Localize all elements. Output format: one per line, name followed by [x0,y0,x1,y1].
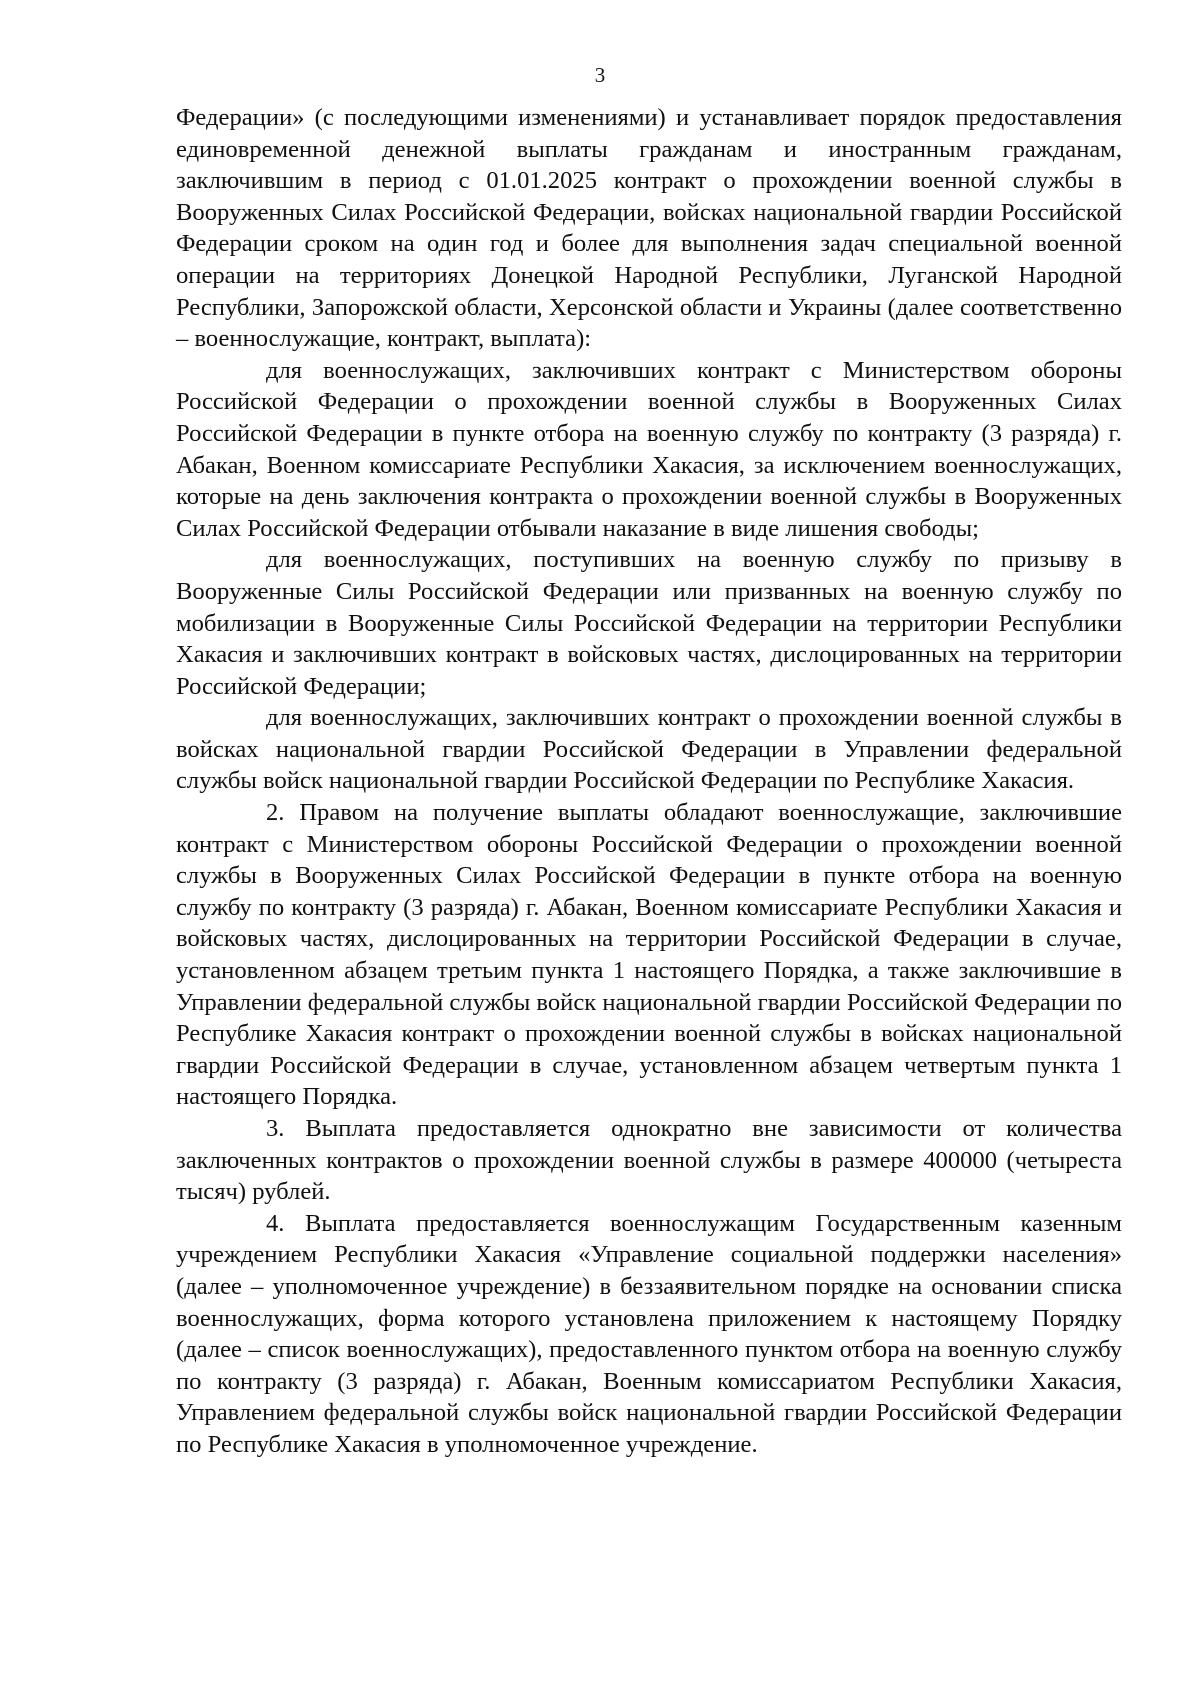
paragraph-conscripts-mobilized: для военнослужащих, поступивших на военную службу по призыву в Вооруженные Силы Российской Федерации или призванных на военную службу по мобилизации в Вооруженные Силы Российской Федерации на территории Республики Хакасия и заключивших контракт в войсковых частях, дислоцированных на территории Российской Федерации; [176,546,1122,700]
page-number: 3 [594,63,606,87]
paragraph-item-2-eligibility: 2. Правом на получение выплаты обладают военнослужащие, заключившие контракт с Министерством обороны Российской Федерации о прохождении военной службы в Вооруженных Силах Российской Федерации в пункте отбора на военную службу по контракту (3 разряда) г. Абакан, Военном комиссариате Республики Хакасия и войсковых частях, дислоцированных на территории Российской Федерации в случае, установленном абзацем третьим пункта 1 настоящего Порядка, а также заключившие в Управлении федеральной службы войск национальной гвардии Российской Федерации по Республике Хакасия контракт о прохождении военной службы в войсках национальной гвардии Российской Федерации в случае, установленном абзацем четвертым пункта 1 настоящего Порядка. [176,799,1122,1111]
paragraph-mod-servicemen: для военнослужащих, заключивших контракт с Министерством обороны Российской Федерации о прохождении военной службы в Вооруженных Силах Российской Федерации в пункте отбора на военную службу по контракту (3 разряда) г. Абакан, Военном комиссариате Республики Хакасия, за исключением военнослужащих, которые на день заключения контракта о прохождении военной службы в Вооруженных Силах Российской Федерации отбывали наказание в виде лишения свободы; [176,356,1122,542]
paragraph-national-guard: для военнослужащих, заключивших контракт о прохождении военной службы в войсках национальной гвардии Российской Федерации в Управлении федеральной службы войск национальной гвардии Российской Федерации по Республике Хакасия. [176,704,1122,795]
paragraph-intro-continuation: Федерации» (с последующими изменениями) и устанавливает порядок предоставления единовременной денежной выплаты гражданам и иностранным гражданам, заключившим в период с 01.01.2025 контракт о прохождении военной службы в Вооруженных Силах Российской Федерации, войсках национальной гвардии Российской Федерации сроком на один год и более для выполнения задач специальной военной операции на территориях Донецкой Народной Республики, Луганской Народной Республики, Запорожской области, Херсонской области и Украины (далее соответственно – военнослужащие, контракт, выплата): [176,104,1122,353]
paragraph-item-4-procedure: 4. Выплата предоставляется военнослужащим Государственным казенным учреждением Республики Хакасия «Управление социальной поддержки населения» (далее – уполномоченное учреждение) в беззаявительном порядке на основании списка военнослужащих, форма которого установлена приложением к настоящему Порядку (далее – список военнослужащих), предоставленного пунктом отбора на военную службу по контракту (3 разряда) г. Абакан, Военным комиссариатом Республики Хакасия, Управлением федеральной службы войск национальной гвардии Российской Федерации по Республике Хакасия в уполномоченное учреждение. [176,1209,1122,1458]
paragraph-item-3-amount: 3. Выплата предоставляется однократно вне зависимости от количества заключенных контрактов о прохождении военной службы в размере 400000 (четыреста тысяч) рублей. [176,1115,1122,1206]
document-body [176,102,1122,1461]
